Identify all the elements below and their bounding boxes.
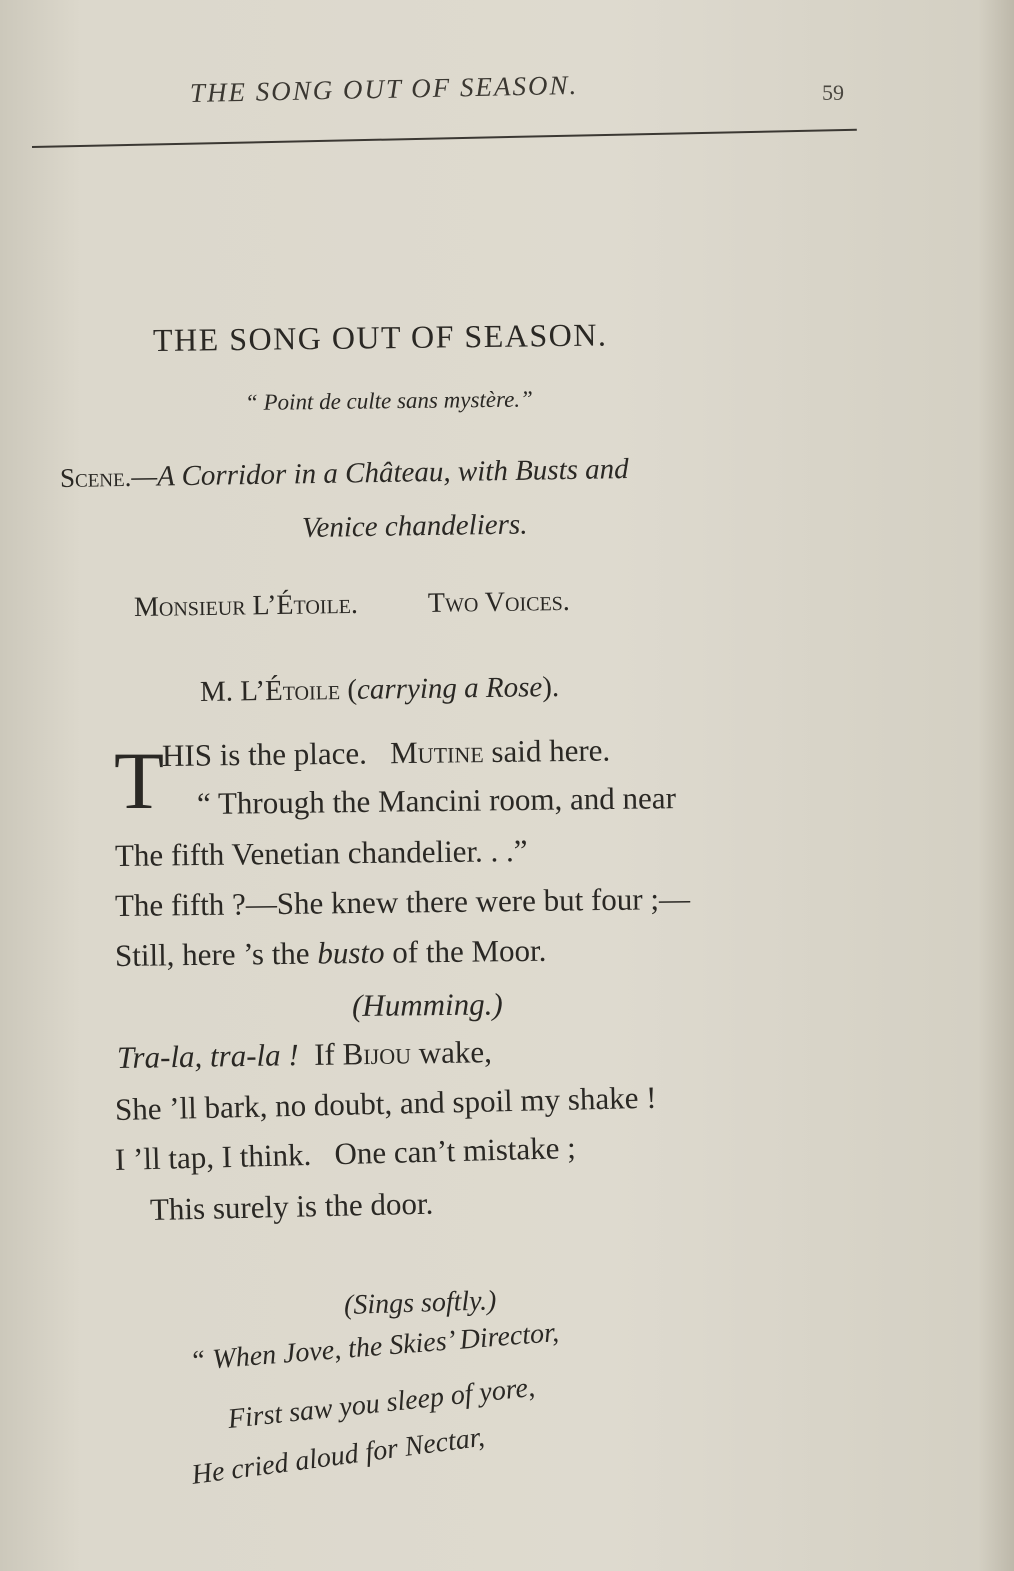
stage-direction-text: Sings softly. bbox=[352, 1285, 488, 1321]
poem-text: wake, bbox=[410, 1034, 493, 1071]
poem-line: She ’ll bark, no doubt, and spoil my shake ! bbox=[114, 1079, 657, 1127]
page-number: 59 bbox=[822, 80, 844, 105]
persona: Monsieur L’Étoile. bbox=[133, 588, 359, 623]
poem-line: This surely is the door. bbox=[149, 1185, 434, 1227]
poem-line: I ’ll tap, I think. One can’t mistake ; bbox=[114, 1129, 577, 1177]
poem-text: said here. bbox=[483, 732, 611, 770]
poem-text: of the Moor. bbox=[384, 932, 547, 970]
song-line: He cried aloud for Nectar, bbox=[189, 1421, 487, 1491]
running-head: THE SONG OUT OF SEASON. bbox=[189, 69, 579, 108]
stage-direction: (Sings softly.) bbox=[343, 1285, 497, 1321]
scene-direction bbox=[60, 453, 629, 495]
poem-line: The fifth ?—She knew there were but four ;— bbox=[114, 880, 691, 923]
persona: Two Voices. bbox=[427, 585, 571, 619]
poem-text: HIS is the place. bbox=[161, 735, 368, 773]
page-gutter-shadow bbox=[978, 0, 1014, 1571]
poem-line: “ Through the Mancini room, and near bbox=[196, 780, 677, 821]
poem-line bbox=[117, 1034, 492, 1076]
poem-emphasis: busto bbox=[317, 934, 385, 971]
song-line: “ When Jove, the Skies’ Director, bbox=[188, 1317, 560, 1377]
scene-description: —A Corridor in a Château, with Busts and bbox=[131, 453, 629, 493]
dramatis-personae bbox=[134, 586, 570, 624]
stage-direction-text: Humming. bbox=[362, 986, 493, 1023]
drop-cap: T bbox=[114, 735, 165, 826]
poem-line bbox=[162, 733, 611, 774]
speaker-heading: M. L’Étoile (carrying a Rose). bbox=[199, 670, 560, 708]
poem-text: Still, here ’s the bbox=[114, 935, 318, 973]
poem-emphasis: Tra-la, tra-la ! bbox=[116, 1037, 299, 1075]
stage-direction: (Humming.) bbox=[351, 986, 503, 1023]
character-name: Bijou bbox=[342, 1035, 412, 1072]
character-name: Mutine bbox=[389, 734, 484, 771]
poem-line bbox=[115, 933, 547, 974]
poem-title: THE SONG OUT OF SEASON. bbox=[152, 316, 608, 358]
epigraph: “ Point de culte sans mystère.” bbox=[244, 386, 534, 415]
scene-label: Scene. bbox=[59, 461, 132, 493]
scene-description-continued: Venice chandeliers. bbox=[301, 508, 528, 544]
poem-text: If bbox=[298, 1036, 343, 1073]
speaker-name: M. L’Étoile bbox=[199, 674, 341, 708]
header-rule bbox=[32, 129, 857, 148]
stage-direction: carrying a Rose bbox=[356, 671, 543, 706]
song-line: First saw you sleep of yore, bbox=[226, 1371, 537, 1435]
poem-line: The fifth Venetian chandelier. . .” bbox=[114, 832, 528, 873]
